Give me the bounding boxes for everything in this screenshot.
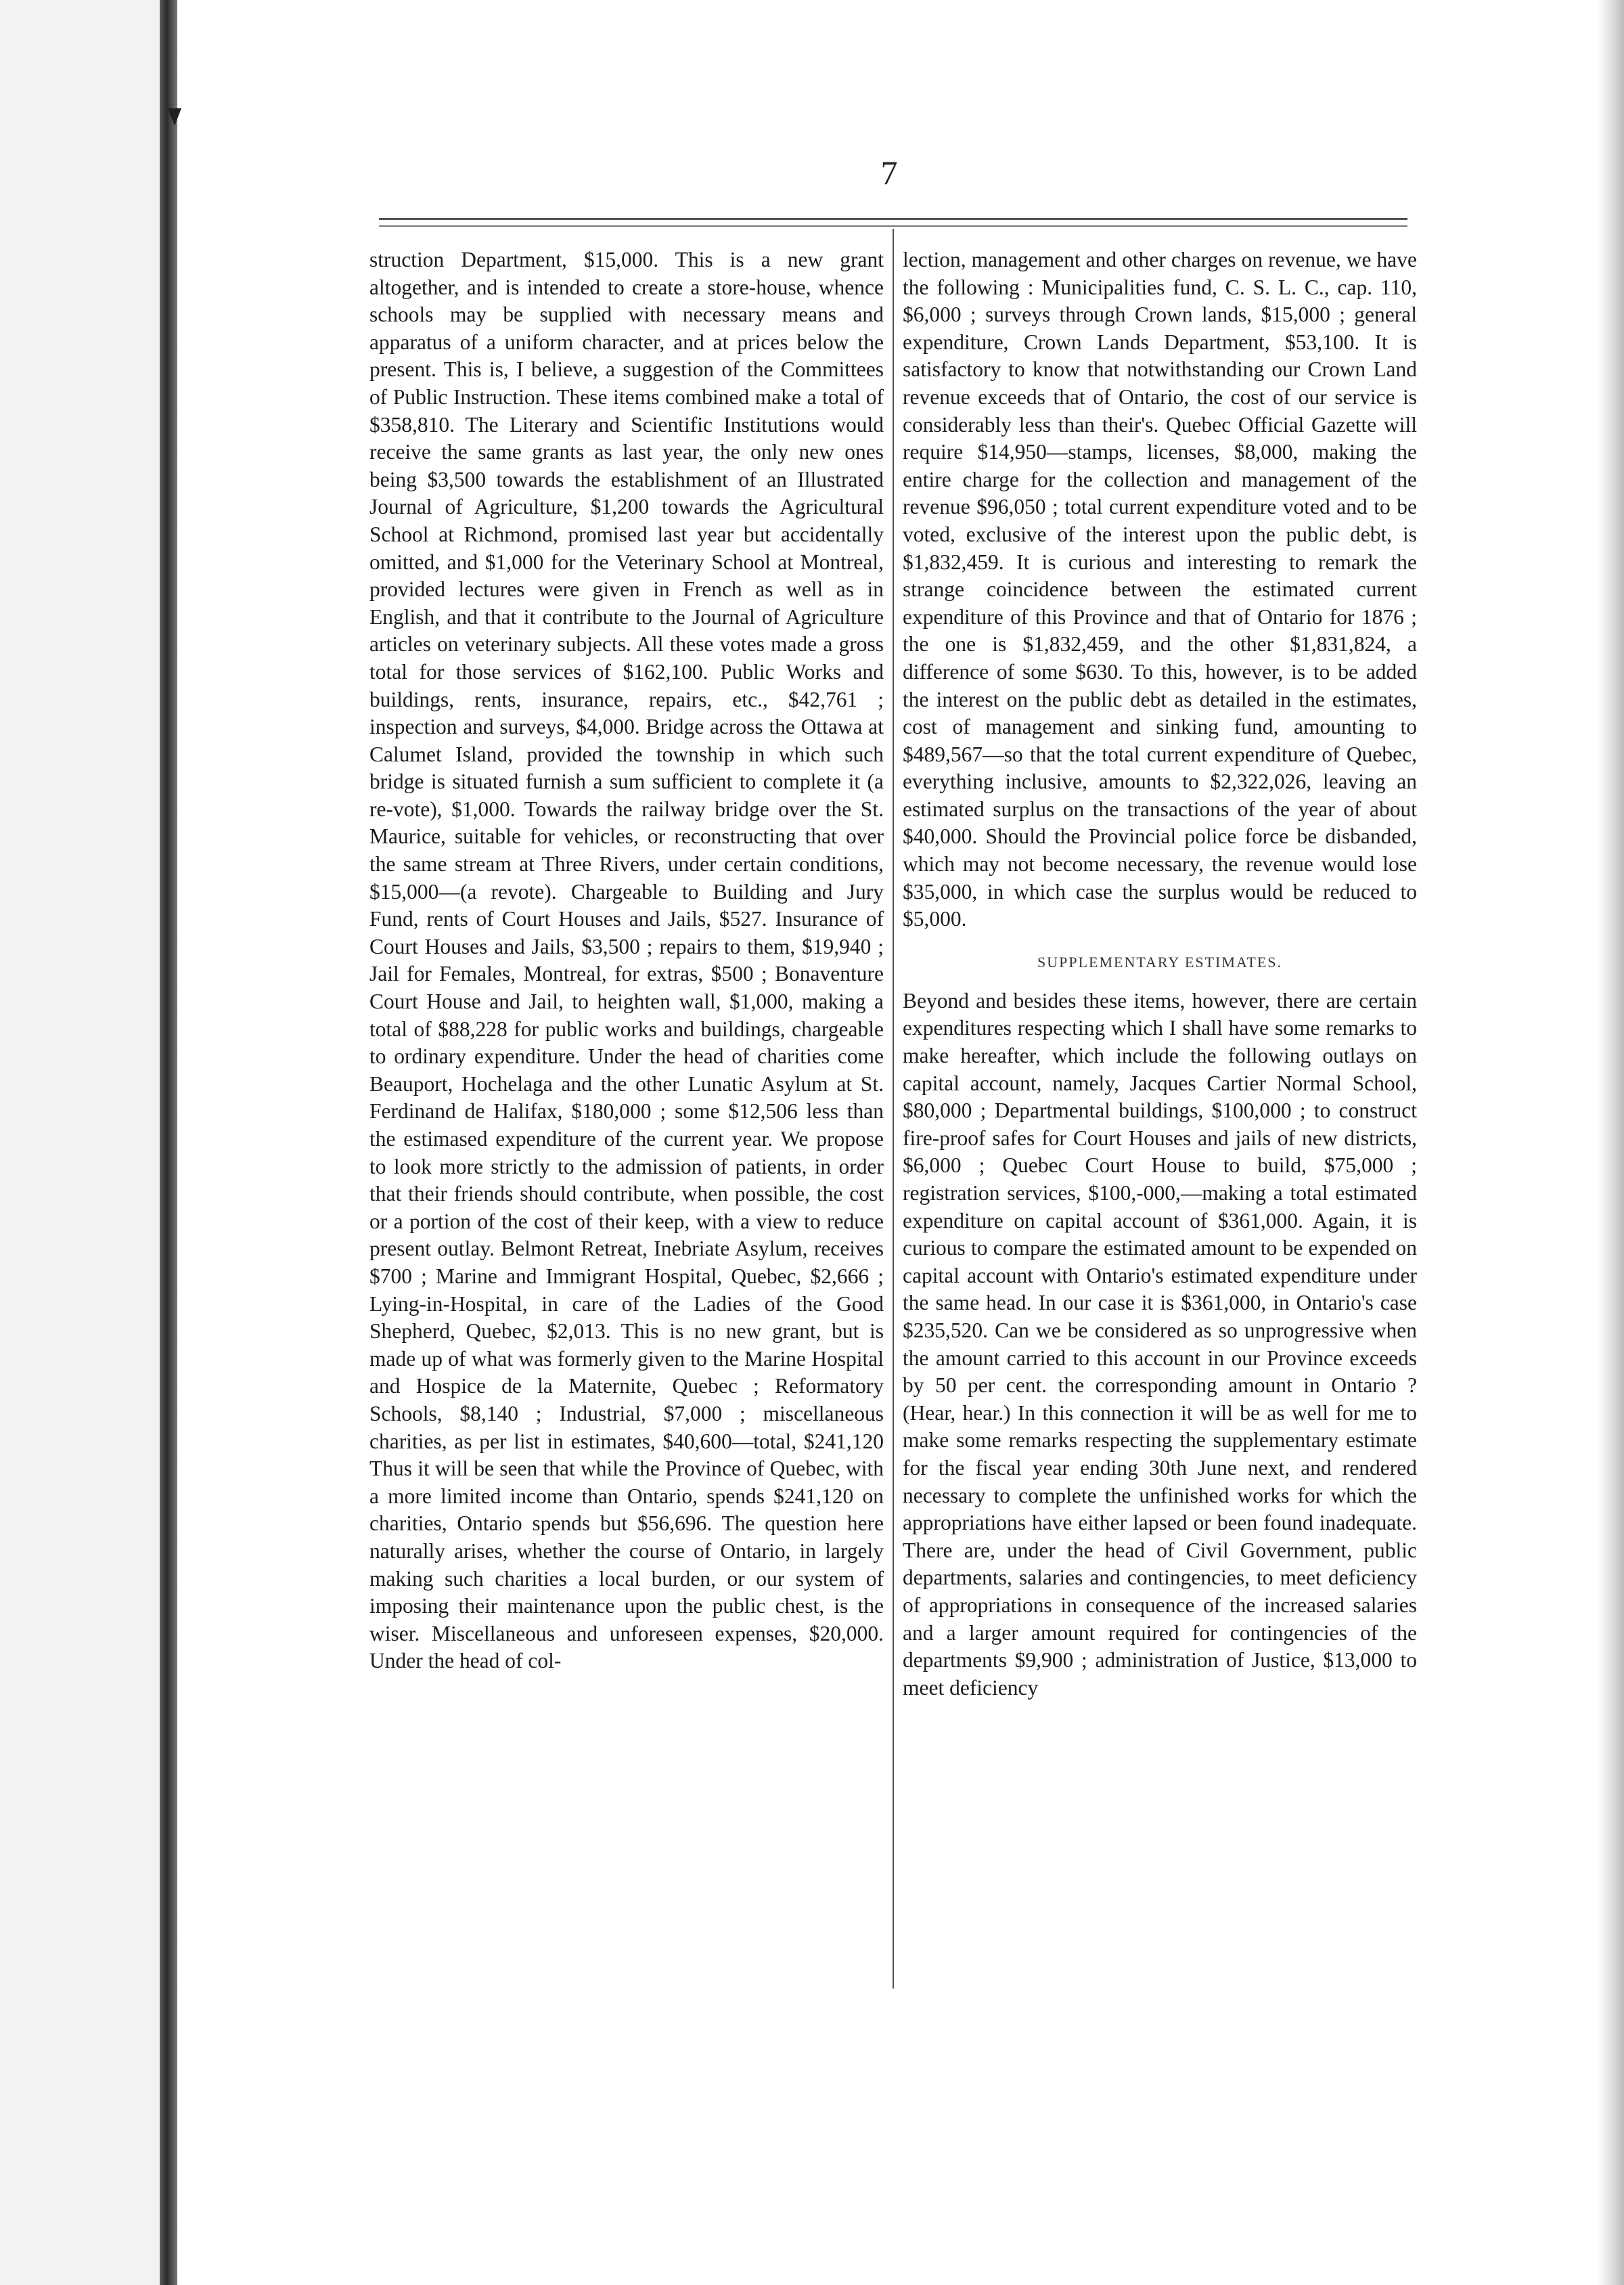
right-column-paragraph-2: Beyond and besides these items, however, there are certain expenditures respecting which I shall have some remarks to make hereafter, which include the following outlays on capital account, namely, Jacques Cartier Normal School, $80,000 ; Departmental buildings, $100,000 ; to construct fire-proof safes for Court Houses and jails of new districts, $6,000 ; Quebec Court House to build, $75,000 ; registration services, $100,-000,—making a total estimated expenditure on capital account of $361,000. Again, it is curious to compare the estimated amount to be expended on capital account with Ontario's estimated expenditure under the same head. In our case it is $361,000, in Ontario's case $235,520. Can we be considered as so unprogressive when the amount carried to this account in our Province exceeds by 50 per cent. the corresponding amount in Ontario ? (Hear, hear.) In this connection it will be as well for me to make some remarks respecting the supplementary estimate for the fiscal year ending 30th June next, and rendered necessary to complete the unfinished works for which the appropriations have either lapsed or been found inadequate. There are, under the head of Civil Government, public departments, salaries and contingencies, to meet deficiency of appropriations in consequence of the increased salaries and a larger amount required for contingencies of the departments $9,900 ; administration of Justice, $13,000 to meet deficiency	[903, 988, 1417, 1700]
binding-marker	[168, 108, 181, 126]
left-column-paragraph: struction Department, $15,000. This is a new grant altogether, and is intended to create a store-house, whence schools may be supplied with necessary means and apparatus of a uniform character, and at prices below the present. This is, I believe, a suggestion of the Committees of Public Instruction. These items combined make a total of $358,810. The Literary and Scientific Institutions would receive the same grants as last year, the only new ones being $3,500 towards the establishment of an Illustrated Journal of Agriculture, $1,200 towards the Agricultural School at Richmond, promised last year but accidentally omitted, and $1,000 for the Veterinary School at Montreal, provided lectures were given in French as well as in English, and that it contribute to the Journal of Agriculture articles on veterinary subjects. All these votes made a gross total for those services of $162,100. Public Works and buildings, rents, insurance, repairs, etc., $42,761 ; inspection and surveys, $4,000. Bridge across the Ottawa at Calumet Island, provided the township in which such bridge is situated furnish a sum sufficient to complete it (a re-vote), $1,000. Towards the railway bridge over the St. Maurice, suitable for vehicles, or reconstructing that over the same stream at Three Rivers, under certain conditions, $15,000—(a revote). Chargeable to Building and Jury Fund, rents of Court Houses and Jails, $527. Insurance of Court Houses and Jails, $3,500 ; repairs to them, $19,940 ; Jail for Females, Montreal, for extras, $500 ; Bonaventure Court House and Jail, to heighten wall, $1,000, making a total of $88,228 for public works and buildings, chargeable to ordinary expenditure. Under the head of charities come Beauport, Hochelaga and the other Lunatic Asylum at St. Ferdinand de Halifax, $180,000 ; some $12,506 less than the estimased expenditure of the current year. We propose to look more strictly to the admission of patients, in order that their friends should contribute, when possible, the cost or a portion of the cost of their keep, with a view to reduce present outlay. Belmont Retreat, Inebriate Asylum, receives $700 ; Marine and Immigrant Hospital, Quebec, $2,666 ; Lying-in-Hospital, in care of the Ladies of the Good Shepherd, Quebec, $2,013. This is no new grant, but is made up of what was formerly given to the Marine Hospital and Hospice de la Maternite, Quebec ; Reformatory Schools, $8,140 ; Industrial, $7,000 ; miscellaneous charities, as per list in estimates, $40,600—total, $241,120 Thus it will be seen that while the Province of Quebec, with a more limited income than Ontario, spends $241,120 on charities, Ontario spends but $56,696. The question here naturally arises, whether the course of Ontario, in largely making such charities a local burden, or our system of imposing their maintenance upon the public chest, is the wiser. Miscellaneous and unforeseen expenses, $20,000. Under the head of col-	[369, 248, 884, 1673]
left-column	[369, 246, 884, 1993]
page-right-edge	[1597, 0, 1624, 2285]
scan-left-margin	[0, 0, 177, 2285]
page-binding-edge	[160, 0, 177, 2285]
column-divider	[893, 229, 894, 1989]
header-rule	[379, 218, 1407, 227]
section-heading: SUPPLEMENTARY ESTIMATES.	[1037, 953, 1282, 971]
page-number: 7	[880, 154, 898, 192]
right-column-paragraph-1: lection, management and other charges on revenue, we have the following : Municipalities fund, C. S. L. C., cap. 110, $6,000 ; surveys through Crown lands, $15,000 ; general expenditure, Crown Lands Department, $53,100. It is satisfactory to know that notwithstanding our Crown Land revenue exceeds that of Ontario, the cost of our service is considerably less than their's. Quebec Official Gazette will require $14,950—stamps, licenses, $8,000, making the entire charge for the collection and management of the revenue $96,050 ; total current expenditure voted and to be voted, exclusive of the interest upon the public debt, is $1,832,459. It is curious and interesting to remark the strange coincidence between the estimated current expenditure of this Province and that of Ontario for 1876 ; the one is $1,832,459, and the other $1,831,824, a difference of some $630. To this, however, is to be added the interest on the public debt as detailed in the estimates, cost of management and sinking fund, amounting to $489,567—so that the total current expenditure of Quebec, everything inclusive, amounts to $2,322,026, leaving an estimated surplus on the transactions of the year of about $40,000. Should the Provincial police force be disbanded, which may not become necessary, the revenue would lose $35,000, in which case the surplus would be reduced to $5,000.	[903, 248, 1417, 931]
right-column	[903, 246, 1417, 1993]
